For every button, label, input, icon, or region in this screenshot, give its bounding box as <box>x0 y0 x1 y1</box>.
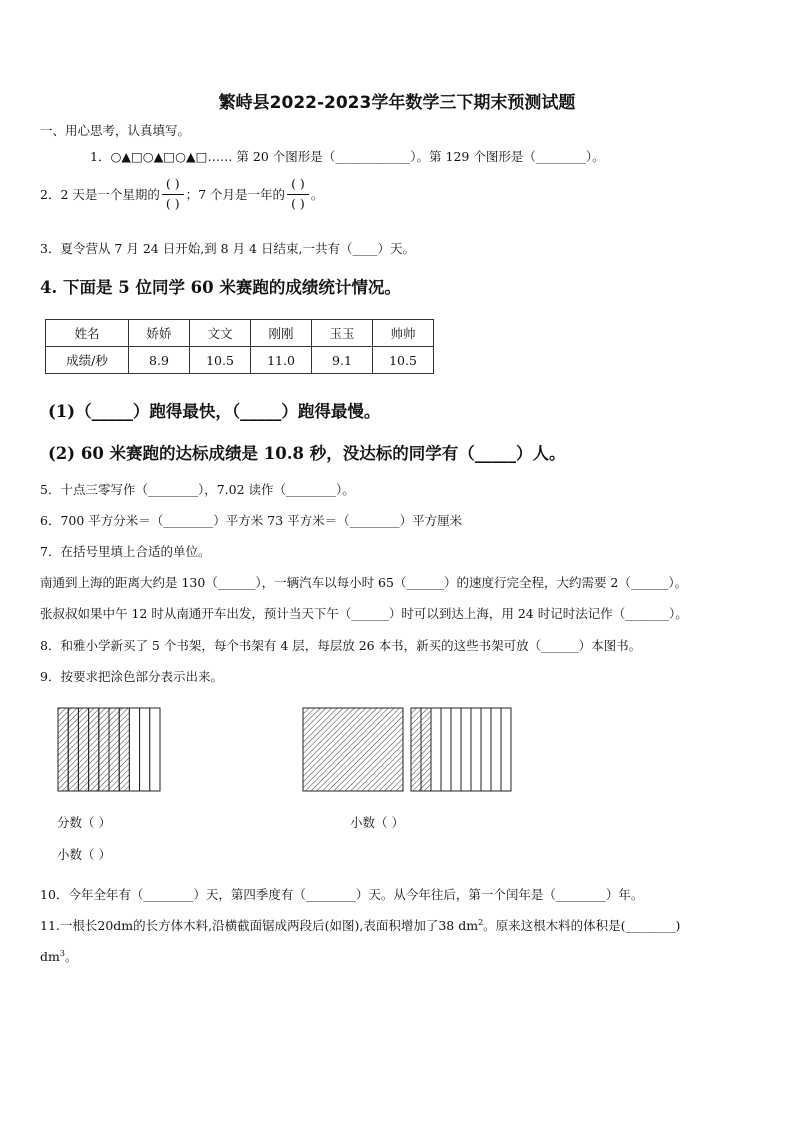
question-2 <box>40 178 323 210</box>
q9-fraction-label: 分数（ ） <box>57 815 111 830</box>
q2-fraction-2-numerator: ( ) <box>287 178 309 195</box>
q2-suffix: 。 <box>310 187 324 202</box>
question-7-line-2: 张叔叔如果中午 12 时从南通开车出发，预计当天下午（______）时可以到达上海，用 24 时记时法记作（_______）。 <box>40 606 688 621</box>
shaded-strip <box>89 708 99 791</box>
blank-strip <box>129 708 139 791</box>
table-cell: 11.0 <box>251 347 312 374</box>
table-cell: 10.5 <box>190 347 251 374</box>
question-10: 10．今年全年有（________）天，第四季度有（________）天。从今年往后，第一个闰年是（________）年。 <box>40 887 644 902</box>
q2-prefix: 2．2 天是一个星期的 <box>40 187 160 202</box>
table-cell: 成绩/秒 <box>46 347 129 374</box>
q2-fraction-1-numerator: ( ) <box>162 178 184 195</box>
score-table <box>45 319 434 374</box>
q2-fraction-1 <box>162 178 184 210</box>
blank-strip <box>491 708 501 791</box>
shaded-strip <box>68 708 78 791</box>
decimal-strip-figure <box>411 708 511 791</box>
shaded-strip <box>421 708 431 791</box>
table-cell: 文文 <box>190 320 251 347</box>
shaded-strip <box>99 708 109 791</box>
blank-strip <box>501 708 511 791</box>
shaded-strip <box>119 708 129 791</box>
page-title: 繁峙县2022-2023学年数学三下期末预测试题 <box>218 93 576 113</box>
question-7-line-1: 南通到上海的距离大约是 130（______），一辆汽车以每小时 65（______）的速度行完全程，大约需要 2（______）。 <box>40 575 688 590</box>
shaded-strip <box>58 708 68 791</box>
question-5: 5．十点三零写作（________），7.02 读作（________）。 <box>40 482 355 497</box>
question-9-intro: 9．按要求把涂色部分表示出来。 <box>40 669 223 684</box>
shaded-strip <box>109 708 119 791</box>
q11-unit: dm <box>40 949 60 964</box>
table-cell: 娇娇 <box>129 320 190 347</box>
blank-strip <box>441 708 451 791</box>
table-cell: 姓名 <box>46 320 129 347</box>
question-4-part-2: (2) 60 米赛跑的达标成绩是 10.8 秒，没达标的同学有（_____）人。 <box>48 444 566 463</box>
section-heading: 一、用心思考，认真填写。 <box>40 123 191 138</box>
q2-middle: ；7 个月是一年的 <box>185 187 286 202</box>
whole-square-figure <box>303 708 403 791</box>
question-3: 3．夏令营从 7 月 24 日开始,到 8 月 4 日结束,一共有（____）天。 <box>40 241 415 256</box>
blank-strip <box>481 708 491 791</box>
table-cell: 玉玉 <box>312 320 373 347</box>
table-cell: 帅帅 <box>373 320 434 347</box>
shaded-strip <box>411 708 421 791</box>
question-4-intro: 4. 下面是 5 位同学 60 米赛跑的成绩统计情况。 <box>40 278 401 297</box>
blank-strip <box>431 708 441 791</box>
q9-decimal-label-right: 小数（ ） <box>350 815 404 830</box>
q11-superscript-2: 2 <box>478 917 484 927</box>
table-row <box>46 347 434 374</box>
question-7-intro: 7．在括号里填上合适的单位。 <box>40 544 211 559</box>
table-header-row <box>46 320 434 347</box>
whole-square <box>303 708 403 791</box>
table-cell: 10.5 <box>373 347 434 374</box>
q2-fraction-2-denominator: ( ) <box>291 195 305 211</box>
blank-strip <box>461 708 471 791</box>
question-4-part-1: (1)（_____）跑得最快，（_____）跑得最慢。 <box>48 402 381 421</box>
blank-strip <box>150 708 160 791</box>
q9-decimal-label-left: 小数（ ） <box>57 847 111 862</box>
question-1: 1．○▲□○▲□○▲□…… 第 20 个图形是（____________）。第 129 个图形是（________）。 <box>90 149 605 164</box>
fraction-strip-figure <box>58 708 160 791</box>
table-cell: 9.1 <box>312 347 373 374</box>
question-11-line-2 <box>40 947 77 965</box>
q11-text: 11.一根长20dm的长方体木料,沿横截面锯成两段后(如图),表面积增加了38 dm <box>40 918 479 933</box>
q2-fraction-1-denominator: ( ) <box>165 195 180 211</box>
question-6: 6．700 平方分米＝（________）平方米 73 平方米＝（________）平方厘米 <box>40 513 463 528</box>
q2-fraction-2 <box>287 178 309 210</box>
blank-strip <box>140 708 150 791</box>
q11-end: 。 <box>64 949 78 964</box>
q11-superscript-3: 3 <box>59 948 65 958</box>
q11-text-end: 。原来这根木料的体积是(________) <box>483 918 681 933</box>
table-cell: 刚刚 <box>251 320 312 347</box>
table-cell: 8.9 <box>129 347 190 374</box>
question-8: 8．和雅小学新买了 5 个书架，每个书架有 4 层，每层放 26 本书，新买的这些书架可放（______）本图书。 <box>40 638 642 653</box>
shaded-strip <box>78 708 88 791</box>
blank-strip <box>451 708 461 791</box>
q9-figures <box>0 700 794 800</box>
question-11-line-1 <box>40 916 680 934</box>
blank-strip <box>471 708 481 791</box>
